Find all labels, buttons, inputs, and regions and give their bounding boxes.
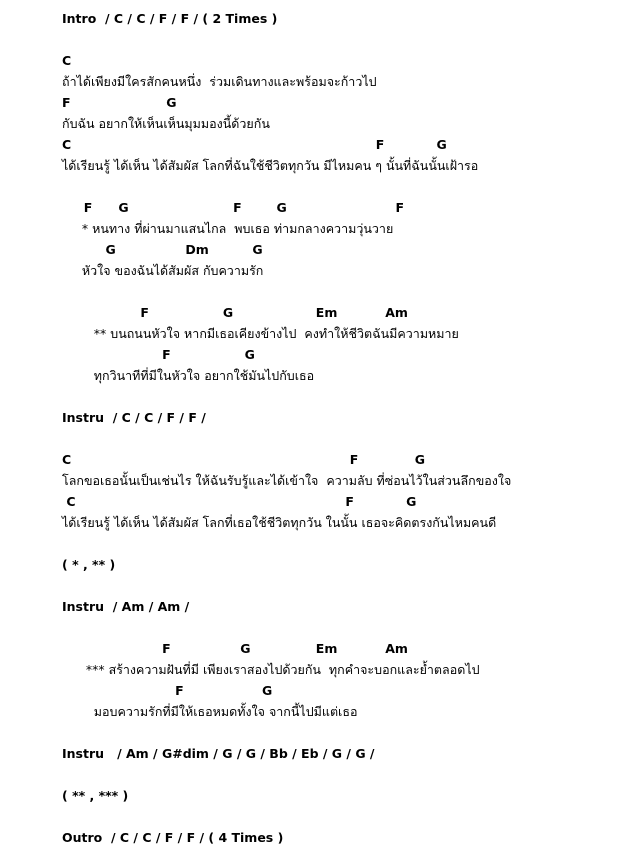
- lyric-line: ** บนถนนหัวใจ หากมีเธอเคียงข้างไป คงทำให้ชีวิตฉันมีความหมาย: [62, 326, 459, 341]
- lyric-line: มอบความรักที่มีให้เธอหมดทั้งใจ จากนี้ไปมีแต่เธอ: [62, 704, 358, 719]
- blank-line: [62, 29, 610, 50]
- section-label: Instru / Am / Am /: [62, 599, 190, 614]
- lyric-line: โลกขอเธอนั้นเป็นเช่นไร ให้ฉันรับรู้และได้เข้าใจ ความลับ ที่ซ่อนไว้ในส่วนลึกของใจ: [62, 473, 512, 488]
- lyric-line: กับฉัน อยากให้เห็นเห็นมุมมองนี้ด้วยกัน: [62, 116, 270, 131]
- chord-line: F G: [62, 95, 177, 110]
- blank-line: [62, 617, 610, 638]
- lyric-line: ได้เรียนรู้ ได้เห็น ได้สัมผัส โลกที่เธอใช้ชีวิตทุกวัน ในนั้น เธอจะคิดตรงกันไหมคนดี: [62, 515, 497, 530]
- blank-line: [62, 575, 610, 596]
- section-label: ( ** , *** ): [62, 788, 129, 803]
- section-label: ( * , ** ): [62, 557, 116, 572]
- chord-line: C F G: [62, 452, 426, 467]
- blank-line: [62, 281, 610, 302]
- chord-line: C: [62, 53, 72, 68]
- section-label: Outro / C / C / F / F / ( 4 Times ): [62, 830, 284, 845]
- blank-line: [62, 806, 610, 827]
- blank-line: [62, 176, 610, 197]
- chord-line: F G: [62, 683, 273, 698]
- lyric-line: *** สร้างความฝันที่มี เพียงเราสองไปด้วยกัน ทุกคำจะบอกและย้ำตลอดไป: [62, 662, 480, 677]
- chord-line: F G: [62, 347, 255, 362]
- chord-line: G Dm G: [62, 242, 263, 257]
- chord-line: C F G: [62, 137, 447, 152]
- lyric-line: * หนทาง ที่ผ่านมาแสนไกล พบเธอ ท่ามกลางความวุ่นวาย: [62, 221, 394, 236]
- chord-line: F G Em Am: [62, 641, 408, 656]
- lyric-line: ได้เรียนรู้ ได้เห็น ได้สัมผัส โลกที่ฉันใช้ชีวิตทุกวัน มีไหมคน ๆ นั้นที่ฉันนั้นเฝ้ารอ: [62, 158, 479, 173]
- section-label: Intro / C / C / F / F / ( 2 Times ): [62, 11, 278, 26]
- section-label: Instru / C / C / F / F /: [62, 410, 206, 425]
- blank-line: [62, 428, 610, 449]
- lyric-line: ทุกวินาทีที่มีในหัวใจ อยากใช้มันไปกับเธอ: [62, 368, 315, 383]
- section-label: Instru / Am / G#dim / G / G / Bb / Eb / G / G /: [62, 746, 375, 761]
- lyric-line: หัวใจ ของฉันได้สัมผัส กับความรัก: [62, 263, 264, 278]
- lyric-line: ถ้าได้เพียงมีใครสักคนหนึ่ง ร่วมเดินทางและพร้อมจะก้าวไป: [62, 74, 377, 89]
- chord-line: F G Em Am: [62, 305, 408, 320]
- blank-line: [62, 533, 610, 554]
- chord-line: C F G: [62, 494, 417, 509]
- blank-line: [62, 386, 610, 407]
- blank-line: [62, 722, 610, 743]
- blank-line: [62, 764, 610, 785]
- chord-line: F G F G F: [62, 200, 405, 215]
